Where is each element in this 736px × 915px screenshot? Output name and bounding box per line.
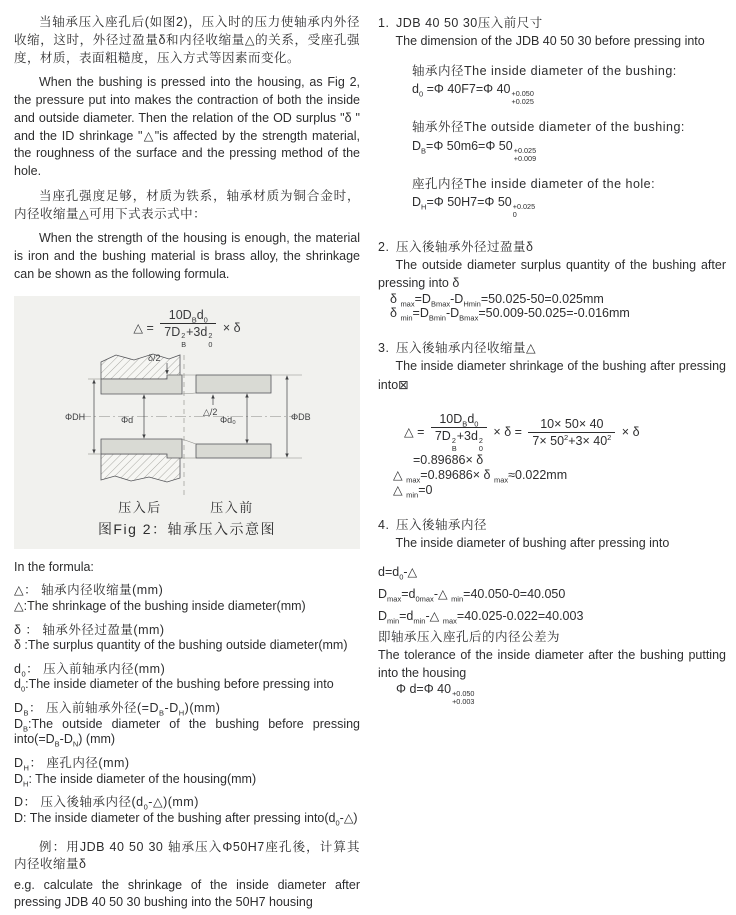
equation-d: $d=d_0-\triangle$ [378, 565, 418, 582]
figure-formula: △ = $10D_Bd_0$ 7D 2 B +3d 2 0 × δ [133, 307, 241, 349]
section-3-title-en: The inside diameter shrinkage of the bushing after pressing into⊠ [378, 359, 726, 392]
dim-row-value: $D_B=\Phi$ 50m6=Φ 50 +0.025 +0.009 [412, 138, 537, 163]
section-1-title-cn: JDB 40 50 30压入前尺寸 [396, 16, 543, 30]
section-4 [378, 516, 726, 706]
dim-row-value: $d_0 =\Phi$ 40F7=Φ 40 +0.050 +0.025 [412, 82, 534, 107]
definition-en: δ :The surplus quantity of the bushing outside diameter(mm) [14, 638, 348, 653]
label-tri-half: △/2 [203, 406, 218, 417]
paragraph-cn-2: 当座孔强度足够，材质为铁系，轴承材质为铜合金时，内径收缩量△可用下式表示式中： [14, 188, 360, 221]
section-3-heading [378, 339, 726, 357]
equation-dmax: $D_{max}=d_{0max}-\triangle$ $_{min}$=40.050-0=40.050 [378, 586, 566, 604]
equation-delta-min: δ $_{min}=D_{Bmin}-D_{Bmax}=50.009-50.025=-0.016mm$ [390, 306, 630, 323]
definition-db [14, 701, 360, 748]
section-2 [378, 238, 726, 323]
label-after-pressing: 压入后 [118, 499, 162, 515]
tolerance-note-cn: 即轴承压入座孔后的内径公差为 [378, 629, 561, 644]
section-3-title-cn: 压入後轴承内径收缩量△ [396, 341, 537, 356]
section-2-number: 2. [378, 239, 390, 254]
dim-row-label: 座孔内径The inside diameter of the hole: [412, 176, 656, 191]
section-2-title-en: The outside diameter surplus quantity of the bushing after pressing into δ [378, 258, 726, 291]
figure-2 [14, 296, 360, 549]
figure-caption: 图Fig 2：轴承压入示意图 [97, 520, 277, 537]
in-formula-label: In the formula: [14, 559, 94, 574]
dim-row-label: 轴承内径The inside diameter of the bushing: [412, 64, 677, 79]
bushing-upper-free [196, 375, 271, 393]
definition-cn: $D_B$： 压入前轴承外径$(=D_B-D_H)(mm)$ [14, 701, 221, 718]
definition-cn: △： 轴承内径收缩量(mm) [14, 583, 164, 598]
section-1-heading [378, 14, 726, 32]
definition-cn: $d_0$： 压入前轴承内径(mm) [14, 661, 166, 679]
section-1 [378, 14, 726, 219]
shrinkage-formula: △ = $10D_Bd_0$ 7D 2 B +3d 2 0 × δ = $\frac{10\times 50\times 40}{7\times 50^2+3\times 40^2}$ × δ [404, 411, 640, 453]
paragraph-cn-1: 当轴承压入座孔后(如图2)，压入时的压力使轴承内外径收缩，这时，外径过盈量δ和内径收缩量△的关系，受座孔强度，材质，表面粗糙度，压入方式等因素而变化。 [14, 15, 360, 65]
label-phi-d: Φd [121, 414, 134, 425]
dim-row-value: $D_H=\Phi$ 50H7=Φ 50 +0.025 0 [412, 194, 536, 219]
paragraph-en-2: When the strength of the housing is enough, the material is iron and the bushing material is brass alloy, the shrinkage can be shown as the following formula. [14, 231, 360, 281]
formula-result-min: △ $_{min}$=0 [393, 482, 433, 500]
definition-cn: δ ： 轴承外径过盈量(mm) [14, 622, 165, 637]
section-4-number: 4. [378, 517, 390, 532]
left-column [14, 14, 360, 915]
figure-drawing [14, 351, 360, 519]
tolerance-note-en: The tolerance of the inside diameter after the bushing putting into the housing [378, 647, 726, 680]
final-equations [378, 562, 726, 628]
pressed-assembly [101, 354, 182, 482]
definition-en: $d_0:The$ inside diameter of the bushing before pressing into [14, 677, 334, 694]
section-4-title-cn: 压入後轴承内径 [396, 517, 488, 532]
section-1-title-en: The dimension of the JDB 40 50 30 before pressing into [395, 34, 705, 49]
label-phi-db: ΦDB [291, 411, 311, 422]
definition-en: △:The shrinkage of the bushing inside diameter(mm) [14, 598, 306, 613]
section-1-number: 1. [378, 16, 390, 30]
formula-result-max: △ $_{max}$=0.89686× δ $_{max}$≈0.022mm [393, 467, 568, 485]
definition-cn: D： 压入後轴承内径$(d_0-\triangle)(mm)$ [14, 795, 199, 812]
bushing-lower-free [196, 444, 271, 458]
section-3-number: 3. [378, 341, 390, 356]
state-labels [118, 500, 254, 515]
definition-en: D: The inside diameter of the bushing after pressing $into(d_0-\triangle)$ [14, 810, 358, 828]
formula-result-coefficient: =0.89686× δ [413, 452, 484, 467]
definition-d-after [14, 795, 360, 826]
equation-dmin: $D_{min}=d_{min}-\triangle$ $_{max}$=40.025-0.022=40.003 [378, 608, 584, 626]
dim-row-inside-diameter [412, 62, 726, 106]
dim-row-hole-diameter [412, 175, 726, 219]
section-4-heading [378, 516, 726, 534]
definition-en: $D_H$: The inside diameter of the housing(mm) [14, 771, 257, 789]
definition-d0 [14, 662, 360, 693]
definition-en: $D_B:The$ outside diameter of the bushing before pressing $into(=D_B-D_N)$ (mm) [14, 716, 360, 749]
example-en: e.g. calculate the shrinkage of the inside diameter after pressing JDB 40 50 30 bushing into the 50H7 housing [14, 878, 360, 910]
section-2-heading [378, 238, 726, 256]
label-before-pressing: 压入前 [210, 499, 254, 515]
dim-row-outside-diameter [412, 118, 726, 162]
section-4-title-en: The inside diameter of bushing after pressing into [395, 535, 670, 550]
equation-delta-max: δ $_{max}=D_{Bmax}-D_{Hmin}=50.025-50=0.025mm$ [390, 292, 604, 309]
definition-shrinkage [14, 583, 360, 614]
definition-cn: $D_H$： 座孔内径(mm) [14, 755, 130, 773]
label-delta-half: δ/2 [148, 352, 161, 363]
section-2-title-cn: 压入後轴承外径过盈量δ [396, 239, 534, 254]
example-cn: 例：用JDB 40 50 30 轴承压入Φ50H7座孔後，计算其内径收缩量δ [14, 840, 360, 872]
definition-surplus [14, 623, 360, 654]
paragraph-en-1: When the bushing is pressed into the housing, as Fig 2, the pressure put into makes the contraction of both the inside and outside diameter. Then the relation of the OD surplus "δ " and the ID shrinkage "△"is affected by the strength material, the roughness of the surface and the pressing method of the hole. [14, 75, 360, 178]
section-3 [378, 339, 726, 500]
final-tolerance-value: Φ d=Φ 40 +0.050 +0.003 [396, 682, 475, 707]
label-phi-dh: ΦDH [65, 411, 86, 422]
dim-row-label: 轴承外径The outside diameter of the bushing: [412, 120, 685, 135]
definition-dh [14, 756, 360, 787]
label-phi-d0: Φd₀ [220, 414, 236, 425]
right-column [378, 14, 726, 915]
example-block [14, 839, 360, 911]
